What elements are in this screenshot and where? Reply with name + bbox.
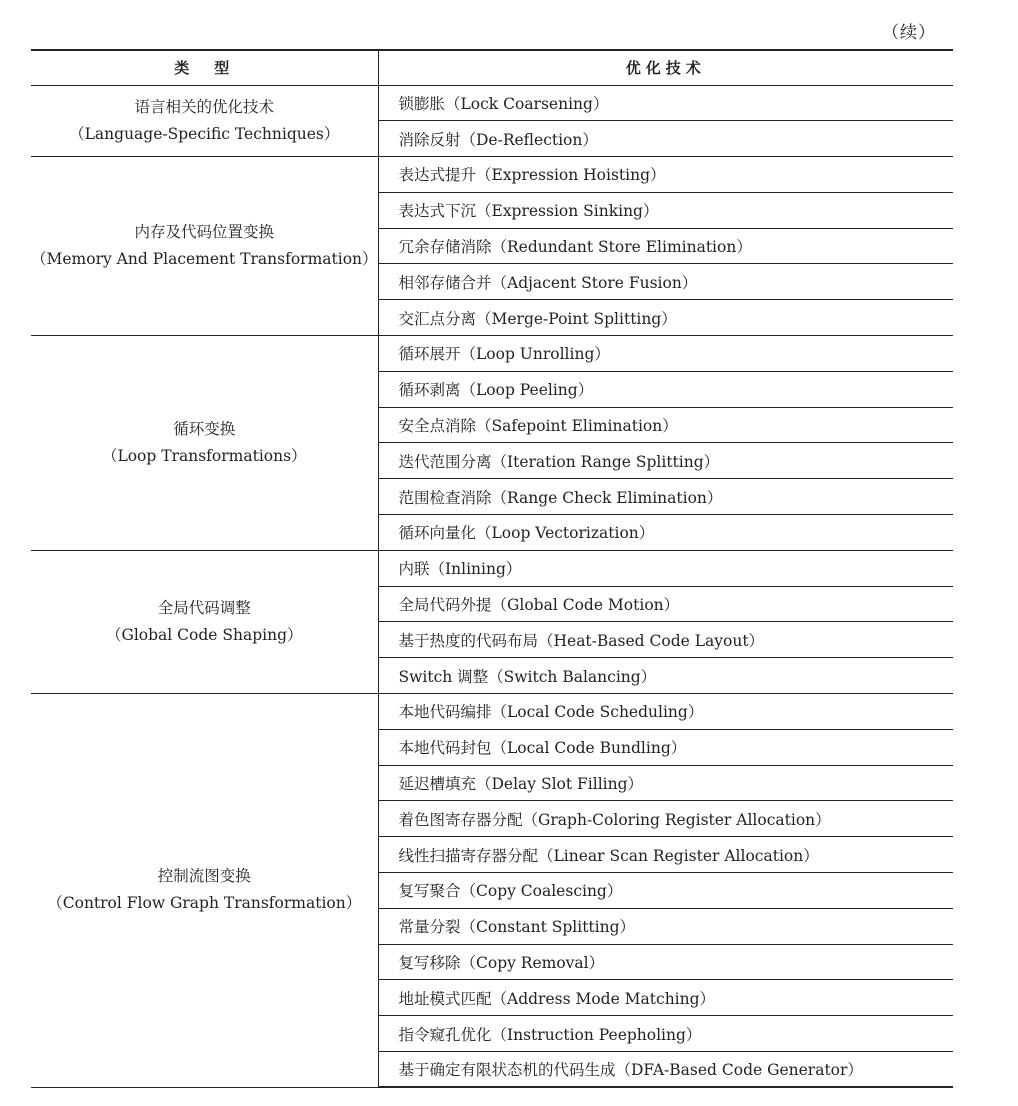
technique-cell: 锁膨胀（Lock Coarsening） <box>378 85 953 121</box>
technique-cell: 本地代码封包（Local Code Bundling） <box>378 729 953 765</box>
header-technique: 优化技术 <box>378 50 953 85</box>
table-row <box>31 550 953 586</box>
header-type: 类 型 <box>31 50 378 85</box>
technique-cell: 循环展开（Loop Unrolling） <box>378 336 953 372</box>
technique-cell: 复写移除（Copy Removal） <box>378 944 953 980</box>
type-cell <box>31 157 378 336</box>
technique-cell: Switch 调整（Switch Balancing） <box>378 658 953 694</box>
technique-cell: 迭代范围分离（Iteration Range Splitting） <box>378 443 953 479</box>
table-row <box>31 85 953 121</box>
type-name-en: （Language-Specific Techniques） <box>69 124 340 143</box>
type-name-zh: 控制流图变换 <box>157 867 251 886</box>
type-name-zh: 循环变换 <box>173 419 236 438</box>
technique-cell: 冗余存储消除（Redundant Store Elimination） <box>378 228 953 264</box>
technique-cell: 基于确定有限状态机的代码生成（DFA-Based Code Generator） <box>378 1052 953 1088</box>
technique-cell: 循环剥离（Loop Peeling） <box>378 371 953 407</box>
technique-cell: 基于热度的代码布局（Heat-Based Code Layout） <box>378 622 953 658</box>
type-name-en: （Global Code Shaping） <box>105 625 303 644</box>
technique-cell: 地址模式匹配（Address Mode Matching） <box>378 980 953 1016</box>
technique-cell: 指令窥孔优化（Instruction Peepholing） <box>378 1016 953 1052</box>
technique-cell: 相邻存储合并（Adjacent Store Fusion） <box>378 264 953 300</box>
type-name-zh: 语言相关的优化技术 <box>134 97 274 116</box>
technique-cell: 线性扫描寄存器分配（Linear Scan Register Allocation） <box>378 837 953 873</box>
technique-cell: 着色图寄存器分配（Graph-Coloring Register Allocation） <box>378 801 953 837</box>
type-name-en: （Control Flow Graph Transformation） <box>47 894 362 913</box>
table-row <box>31 157 953 193</box>
technique-cell: 表达式下沉（Expression Sinking） <box>378 192 953 228</box>
technique-cell: 循环向量化（Loop Vectorization） <box>378 515 953 551</box>
technique-cell: 消除反射（De-Reflection） <box>378 121 953 157</box>
continued-label: （续） <box>882 23 936 43</box>
type-cell <box>31 336 378 551</box>
technique-cell: 范围检查消除（Range Check Elimination） <box>378 479 953 515</box>
type-name-en: （Loop Transformations） <box>101 446 307 465</box>
table-row <box>31 336 953 372</box>
technique-cell: 复写聚合（Copy Coalescing） <box>378 873 953 909</box>
technique-cell: 常量分裂（Constant Splitting） <box>378 908 953 944</box>
table-header-row <box>31 50 953 85</box>
technique-cell: 本地代码编排（Local Code Scheduling） <box>378 694 953 730</box>
table-body <box>31 85 953 1087</box>
technique-cell: 全局代码外提（Global Code Motion） <box>378 586 953 622</box>
type-cell <box>31 85 378 157</box>
technique-cell: 安全点消除（Safepoint Elimination） <box>378 407 953 443</box>
technique-cell: 延迟槽填充（Delay Slot Filling） <box>378 765 953 801</box>
type-cell <box>31 694 378 1088</box>
technique-cell: 交汇点分离（Merge-Point Splitting） <box>378 300 953 336</box>
optimization-table <box>31 49 953 1088</box>
technique-cell: 表达式提升（Expression Hoisting） <box>378 157 953 193</box>
type-name-en: （Memory And Placement Transformation） <box>31 250 378 269</box>
table-row <box>31 694 953 730</box>
type-name-zh: 内存及代码位置变换 <box>134 223 274 242</box>
type-cell <box>31 550 378 693</box>
technique-cell: 内联（Inlining） <box>378 550 953 586</box>
type-name-zh: 全局代码调整 <box>157 598 251 617</box>
